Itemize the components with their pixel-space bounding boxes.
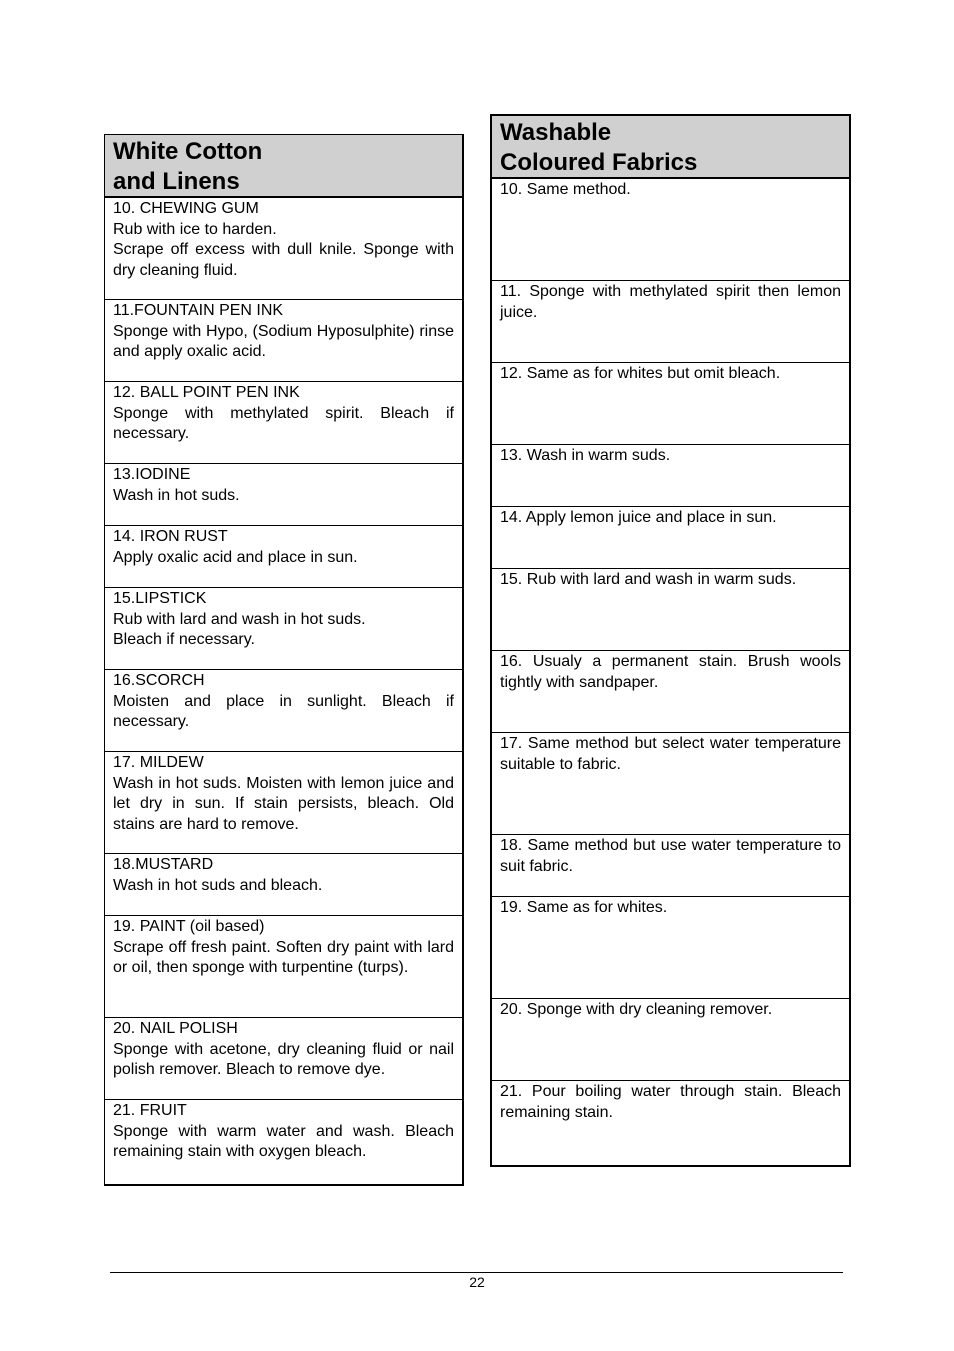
- coloured-fabrics-rows: [492, 179, 849, 1165]
- treatment-text: Rub with ice to harden.: [113, 220, 277, 238]
- treatment-text: Sponge with Hypo, (Sodium Hyposulphite) rinse and apply oxalic acid.: [113, 322, 454, 360]
- stain-title: 11.FOUNTAIN PEN INK: [113, 302, 284, 319]
- table-row: [105, 198, 462, 300]
- table-row: [492, 507, 849, 569]
- header-line: and Linens: [113, 168, 240, 195]
- stain-title: 12. BALL POINT PEN INK: [113, 384, 300, 401]
- table-row: [105, 854, 462, 916]
- stain-title: 18.MUSTARD: [113, 856, 214, 873]
- treatment-text: Apply oxalic acid and place in sun.: [113, 548, 358, 566]
- coloured-fabrics-header: [492, 116, 849, 179]
- stain-title: 20. NAIL POLISH: [113, 1020, 238, 1037]
- header-line: White Cotton: [113, 138, 263, 165]
- treatment-text: 11. Sponge with methylated spirit then lemon juice.: [500, 283, 841, 321]
- table-row: [492, 897, 849, 999]
- table-row: [492, 179, 849, 281]
- table-row: [105, 300, 462, 382]
- treatment-text: Sponge with methylated spirit. Bleach if necessary.: [113, 404, 454, 442]
- table-row: [492, 569, 849, 651]
- stain-title: 15.LIPSTICK: [113, 590, 207, 607]
- treatment-text: Wash in hot suds.: [113, 486, 240, 504]
- treatment-text: Wash in hot suds and bleach.: [113, 876, 323, 894]
- coloured-fabrics-table: [490, 114, 851, 1167]
- stain-title: 14. IRON RUST: [113, 528, 228, 545]
- header-line: Coloured Fabrics: [500, 149, 698, 176]
- table-row: [105, 916, 462, 1018]
- treatment-text: 18. Same method but use water temperature to suit fabric.: [500, 837, 841, 875]
- treatment-text: 15. Rub with lard and wash in warm suds.: [500, 571, 797, 588]
- table-row: [105, 382, 462, 464]
- treatment-text: 14. Apply lemon juice and place in sun.: [500, 509, 777, 526]
- stain-title: 10. CHEWING GUM: [113, 200, 259, 217]
- table-row: [492, 281, 849, 363]
- stain-title: 16.SCORCH: [113, 672, 205, 689]
- table-row: [492, 445, 849, 507]
- table-row: [492, 363, 849, 445]
- stain-title: 13.IODINE: [113, 466, 191, 483]
- treatment-text: Wash in hot suds. Moisten with lemon juice and let dry in sun. If stain persists, bleach. Old stains are hard to remove.: [113, 774, 454, 833]
- table-row: [105, 1018, 462, 1100]
- treatment-text: 13. Wash in warm suds.: [500, 447, 671, 464]
- header-line: Washable: [500, 119, 612, 146]
- treatment-text: Scrape off fresh paint. Soften dry paint with lard or oil, then sponge with turpentine (turps).: [113, 938, 454, 976]
- treatment-text: Bleach if necessary.: [113, 631, 255, 648]
- table-row: [492, 999, 849, 1081]
- table-row: [492, 1081, 849, 1165]
- treatment-text: Sponge with warm water and wash. Bleach remaining stain with oxygen bleach.: [113, 1122, 454, 1160]
- table-row: [105, 1100, 462, 1184]
- table-row: [492, 733, 849, 835]
- table-row: [492, 835, 849, 897]
- treatment-text: 21. Pour boiling water through stain. Bleach remaining stain.: [500, 1083, 841, 1121]
- stain-title: 19. PAINT (oil based): [113, 918, 265, 935]
- treatment-text: 12. Same as for whites but omit bleach.: [500, 365, 781, 382]
- stain-title: 21. FRUIT: [113, 1102, 187, 1119]
- treatment-text: 19. Same as for whites.: [500, 899, 668, 916]
- table-row: [105, 588, 462, 670]
- table-row: [105, 752, 462, 854]
- white-cotton-table: [104, 134, 464, 1186]
- table-row: [105, 526, 462, 588]
- table-row: [492, 651, 849, 733]
- treatment-text: 16. Usualy a permanent stain. Brush wools tightly with sandpaper.: [500, 653, 841, 691]
- treatment-text: 20. Sponge with dry cleaning remover.: [500, 1001, 773, 1018]
- stain-title: 17. MILDEW: [113, 754, 204, 771]
- treatment-text: 10. Same method.: [500, 181, 631, 198]
- table-row: [105, 464, 462, 526]
- page-number: 22: [469, 1274, 485, 1290]
- table-row: [105, 670, 462, 752]
- treatment-text: Scrape off excess with dull knile. Sponge with dry cleaning fluid.: [113, 241, 454, 279]
- white-cotton-header: [105, 135, 462, 198]
- treatment-text: Sponge with acetone, dry cleaning fluid or nail polish remover. Bleach to remove dye.: [113, 1040, 454, 1078]
- treatment-text: Moisten and place in sunlight. Bleach if necessary.: [113, 692, 454, 730]
- treatment-text: Rub with lard and wash in hot suds.: [113, 610, 366, 628]
- white-cotton-rows: [105, 198, 462, 1184]
- treatment-text: 17. Same method but select water temperature suitable to fabric.: [500, 735, 841, 773]
